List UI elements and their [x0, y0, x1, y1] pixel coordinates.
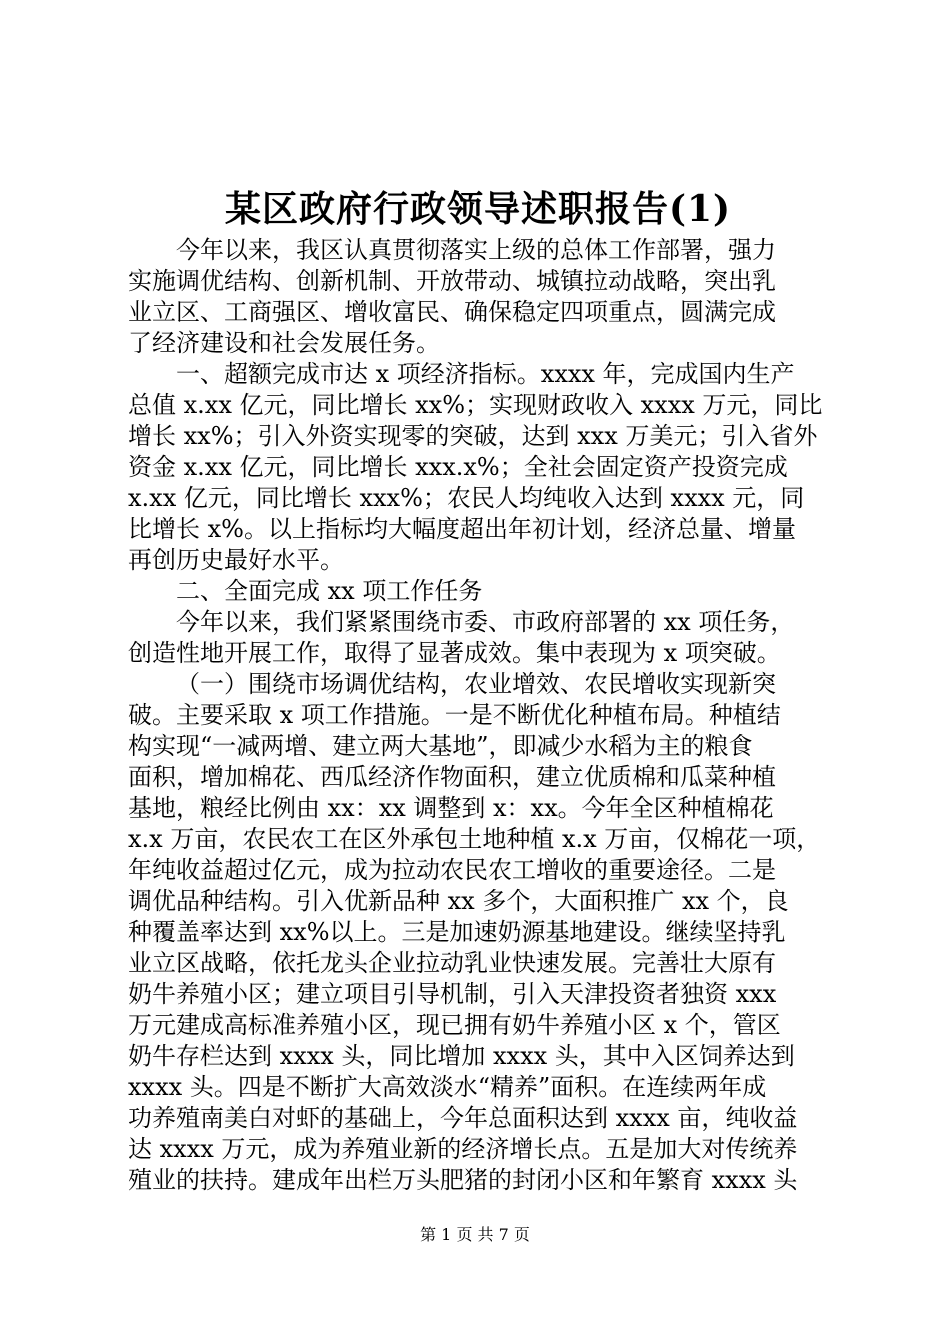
paragraph-line: x.xx 亿元，同比增长 xxx%；农民人均纯收入达到 xxxx 元，同	[128, 484, 805, 512]
paragraph-line: 一、超额完成市达 x 项经济指标。xxxx 年，完成国内生产	[176, 360, 795, 388]
paragraph-line: 功养殖南美白对虾的基础上，今年总面积达到 xxxx 亩，纯收益	[128, 1104, 798, 1132]
paragraph-line: 二、全面完成 xx 项工作任务	[176, 577, 483, 605]
paragraph-line: 达 xxxx 万元，成为养殖业新的经济增长点。五是加大对传统养	[128, 1135, 798, 1163]
paragraph-line: 年纯收益超过亿元，成为拉动农民农工增收的重要途径。二是	[128, 856, 776, 884]
paragraph-line: 种覆盖率达到 xx%以上。三是加速奶源基地建设。继续坚持乳	[128, 918, 786, 946]
paragraph-line: 今年以来，我区认真贯彻落实上级的总体工作部署，强力	[176, 236, 776, 264]
paragraph-line: 增长 xx%；引入外资实现零的突破，达到 xxx 万美元；引入省外	[128, 422, 818, 450]
document-page	[128, 185, 828, 1196]
paragraph-line: （一）围绕市场调优结构，农业增效、农民增收实现新突	[176, 670, 776, 698]
paragraph-line: 基地，粮经比例由 xx：xx 调整到 x：xx。今年全区种植棉花	[128, 794, 774, 822]
paragraph-line: 今年以来，我们紧紧围绕市委、市政府部署的 xx 项任务，	[176, 608, 795, 636]
paragraph-line: 调优品种结构。引入优新品种 xx 多个，大面积推广 xx 个，良	[128, 887, 789, 915]
paragraph	[128, 235, 828, 359]
paragraph-line: x.x 万亩，农民农工在区外承包土地种植 x.x 万亩，仅棉花一项，	[128, 825, 821, 853]
paragraph-line: 实施调优结构、创新机制、开放带动、城镇拉动战略，突出乳	[128, 267, 776, 295]
paragraph-line: 殖业的扶持。建成年出栏万头肥猪的封闭小区和年繁育 xxxx 头	[128, 1166, 798, 1194]
paragraph-line: 奶牛养殖小区；建立项目引导机制，引入天津投资者独资 xxx	[128, 980, 777, 1008]
paragraph-line: 破。主要采取 x 项工作措施。一是不断优化种植布局。种植结	[128, 701, 781, 729]
paragraph-line: 了经济建设和社会发展任务。	[128, 329, 440, 357]
paragraph-line: xxxx 头。四是不断扩大高效淡水“精养”面积。在连续两年成	[128, 1073, 767, 1101]
paragraph	[128, 576, 828, 607]
paragraph-line: 业立区战略，依托龙头企业拉动乳业快速发展。完善壮大原有	[128, 949, 776, 977]
paragraph-line: 创造性地开展工作，取得了显著成效。集中表现为 x 项突破。	[128, 639, 781, 667]
paragraph-line: 万元建成高标准养殖小区，现已拥有奶牛养殖小区 x 个，管区	[128, 1011, 781, 1039]
paragraph	[128, 359, 828, 576]
paragraph-line: 面积，增加棉花、西瓜经济作物面积，建立优质棉和瓜菜种植	[128, 763, 776, 791]
paragraph	[128, 669, 828, 1196]
paragraph	[128, 607, 828, 669]
paragraph-line: 资金 x.xx 亿元，同比增长 xxx.x%；全社会固定资产投资完成	[128, 453, 788, 481]
paragraph-line: 奶牛存栏达到 xxxx 头，同比增加 xxxx 头，其中入区饲养达到	[128, 1042, 795, 1070]
paragraph-line: 构实现“一减两增、建立两大基地”，即减少水稻为主的粮食	[128, 732, 753, 760]
page-footer: 第 1 页 共 7 页	[420, 1225, 530, 1244]
paragraph-line: 业立区、工商强区、增收富民、确保稳定四项重点，圆满完成	[128, 298, 776, 326]
document-title: 某区政府行政领导述职报告(1)	[224, 188, 732, 230]
document-body	[128, 235, 828, 1196]
paragraph-line: 总值 x.xx 亿元，同比增长 xx%；实现财政收入 xxxx 万元，同比	[128, 391, 823, 419]
paragraph-line: 比增长 x%。以上指标均大幅度超出年初计划，经济总量、增量	[128, 515, 796, 543]
paragraph-line: 再创历史最好水平。	[128, 546, 344, 574]
